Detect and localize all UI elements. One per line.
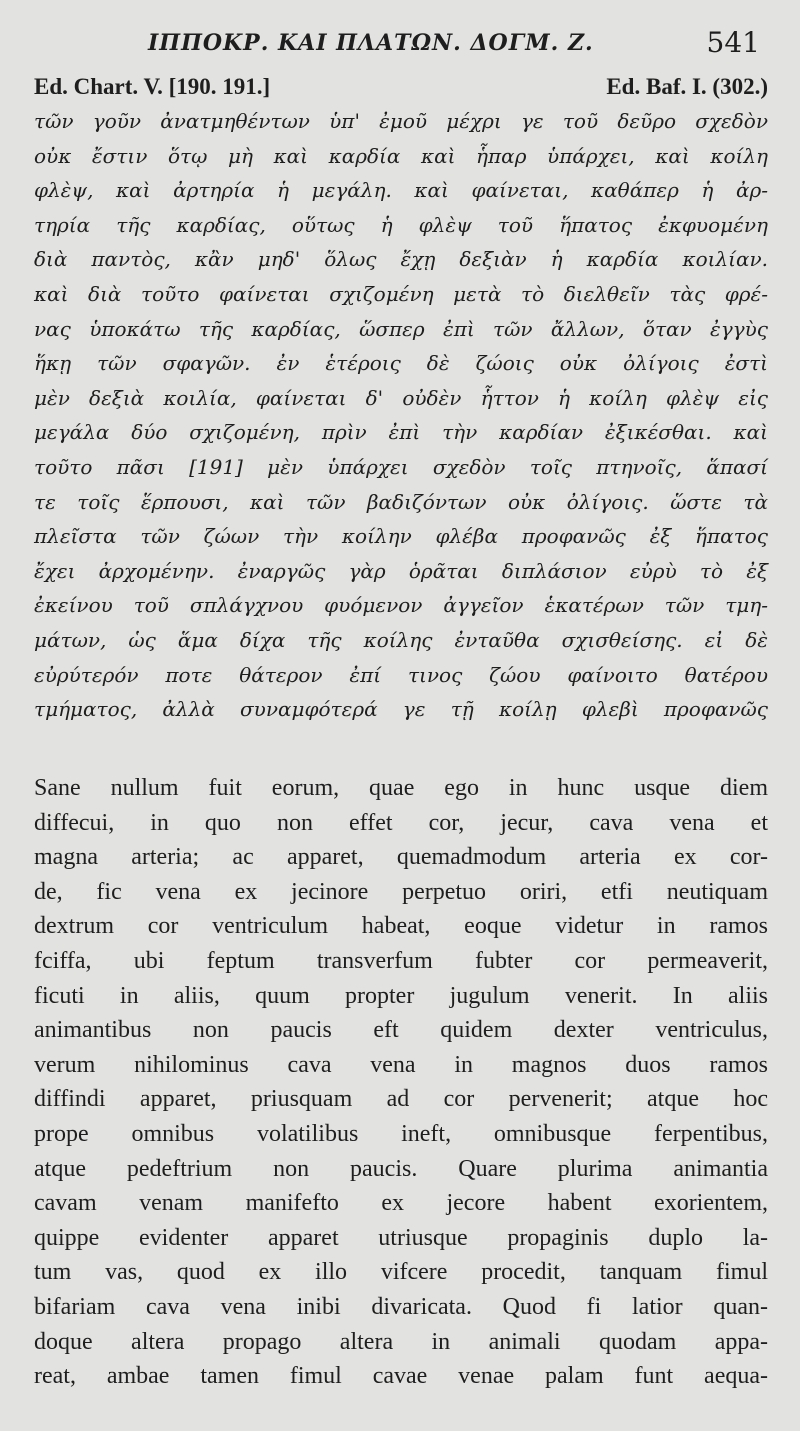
latin-text-line: bifariam cava vena inibi divaricata. Quod fi latior quan- bbox=[34, 1293, 768, 1320]
edition-basel: Ed. Baf. I. (302.) bbox=[606, 74, 768, 99]
greek-text-line: τε τοῖς ἕρπουσι, καὶ τῶν βαδιζόντων οὐκ ὀλίγοις. ὥστε τὰ bbox=[34, 489, 768, 514]
page-number: 541 bbox=[706, 26, 760, 59]
greek-text-line: φλὲψ, καὶ ἀρτηρία ἡ μεγάλη. καὶ φαίνεται, καθάπερ ἡ ἀρ- bbox=[34, 178, 768, 203]
greek-text-line: καὶ διὰ τοῦτο φαίνεται σχιζομένη μετὰ τὸ διελθεῖν τὰς φρέ- bbox=[34, 281, 768, 306]
greek-text-line: ἔχει ἀρχομένην. ἐναργῶς γὰρ ὁρᾶται διπλάσιον εὐρὺ τὸ ἐξ bbox=[34, 558, 768, 583]
greek-text-line: μὲν δεξιὰ κοιλία, φαίνεται δ' οὐδὲν ἧττον ἡ κοίλη φλὲψ εἰς bbox=[34, 385, 768, 410]
latin-text-line: fciffa, ubi feptum transverfum fubter cor permeaverit, bbox=[34, 947, 768, 974]
greek-text-line: εὐρύτερόν ποτε θάτερον ἐπί τινος ζώου φαίνοιτο θατέρου bbox=[34, 662, 768, 687]
latin-text-line: de, fic vena ex jecinore perpetuo oriri, etfi neutiquam bbox=[34, 878, 768, 905]
edition-chartier: Ed. Chart. V. [190. 191.] bbox=[34, 74, 271, 99]
greek-text-line: πλεῖστα τῶν ζώων τὴν κοίλην φλέβα προφανῶς ἐξ ἥπατος bbox=[34, 524, 768, 549]
latin-text-line: reat, ambae tamen fimul cavae venae palam funt aequa- bbox=[34, 1363, 768, 1390]
greek-text-line: τμήματος, ἀλλὰ συναμφότερά γε τῇ κοίλῃ φλεβὶ προφανῶς bbox=[34, 697, 768, 722]
greek-text-line: τῶν γοῦν ἀνατμηθέντων ὑπ' ἐμοῦ μέχρι γε τοῦ δεῦρο σχεδὸν bbox=[34, 109, 768, 133]
latin-text-block bbox=[34, 771, 768, 1394]
greek-text-line: ἐκείνου τοῦ σπλάγχνου φυόμενον ἀγγεῖον ἑκατέρων τῶν τμη- bbox=[34, 593, 768, 618]
greek-text-line: νας ὑποκάτω τῆς καρδίας, ὥσπερ ἐπὶ τῶν ἄλλων, ὅταν ἐγγὺς bbox=[34, 316, 768, 341]
greek-text-line: μάτων, ὡς ἅμα δίχα τῆς κοίλης ἐνταῦθα σχισθείσης. εἰ δὲ bbox=[34, 627, 768, 652]
latin-text-line: dextrum cor ventriculum habeat, eoque videtur in ramos bbox=[34, 913, 768, 940]
greek-text-line: τηρία τῆς καρδίας, οὕτως ἡ φλὲψ τοῦ ἥπατος ἐκφυομένη bbox=[34, 212, 768, 237]
latin-text-line: magna arteria; ac apparet, quemadmodum arteria ex cor- bbox=[34, 844, 768, 871]
latin-text-line: prope omnibus volatilibus ineft, omnibusque ferpentibus, bbox=[34, 1120, 768, 1147]
latin-text-line: cavam venam manifefto ex jecore habent exorientem, bbox=[34, 1190, 768, 1217]
latin-text-line: animantibus non paucis eft quidem dexter ventriculus, bbox=[34, 1017, 768, 1044]
latin-text-line: diffindi apparet, priusquam ad cor pervenerit; atque hoc bbox=[34, 1086, 768, 1113]
latin-text-line: atque pedeftrium non paucis. Quare plurima animantia bbox=[34, 1155, 768, 1182]
edition-references bbox=[34, 74, 768, 104]
latin-text-line: quippe evidenter apparet utriusque propaginis duplo la- bbox=[34, 1224, 768, 1251]
latin-text-line: tum vas, quod ex illo vifcere procedit, tanquam fimul bbox=[34, 1259, 768, 1286]
greek-text-line: ἥκῃ τῶν σφαγῶν. ἐν ἑτέροις δὲ ζώοις οὐκ ὀλίγοις ἐστὶ bbox=[34, 351, 768, 376]
greek-text-line: οὐκ ἔστιν ὅτῳ μὴ καὶ καρδία καὶ ἧπαρ ὑπάρχει, καὶ κοίλη bbox=[34, 143, 768, 168]
running-title: ΙΠΠΟΚΡ. ΚΑΙ ΠΛΑΤΩΝ. ΔΟΓΜ. Ζ. bbox=[148, 30, 594, 56]
greek-text-block bbox=[34, 104, 768, 727]
latin-text-line: diffecui, in quo non effet cor, jecur, cava vena et bbox=[34, 809, 768, 836]
greek-text-line: διὰ παντὸς, κἂν μηδ' ὅλως ἔχῃ δεξιὰν ἡ καρδία κοιλίαν. bbox=[34, 247, 768, 272]
latin-text-line: verum nihilominus cava vena in magnos duos ramos bbox=[34, 1051, 768, 1078]
page-header bbox=[0, 26, 800, 66]
latin-text-line: doque altera propago altera in animali quodam appa- bbox=[34, 1328, 768, 1355]
latin-text-line: Sane nullum fuit eorum, quae ego in hunc usque diem bbox=[34, 775, 768, 801]
greek-text-line: μεγάλα δύο σχιζομένη, πρὶν ἐπὶ τὴν καρδίαν ἐξικέσθαι. καὶ bbox=[34, 420, 768, 445]
greek-text-line: τοῦτο πᾶσι [191] μὲν ὑπάρχει σχεδὸν τοῖς πτηνοῖς, ἅπασί bbox=[34, 454, 768, 479]
latin-text-line: ficuti in aliis, quum propter jugulum venerit. In aliis bbox=[34, 982, 768, 1009]
